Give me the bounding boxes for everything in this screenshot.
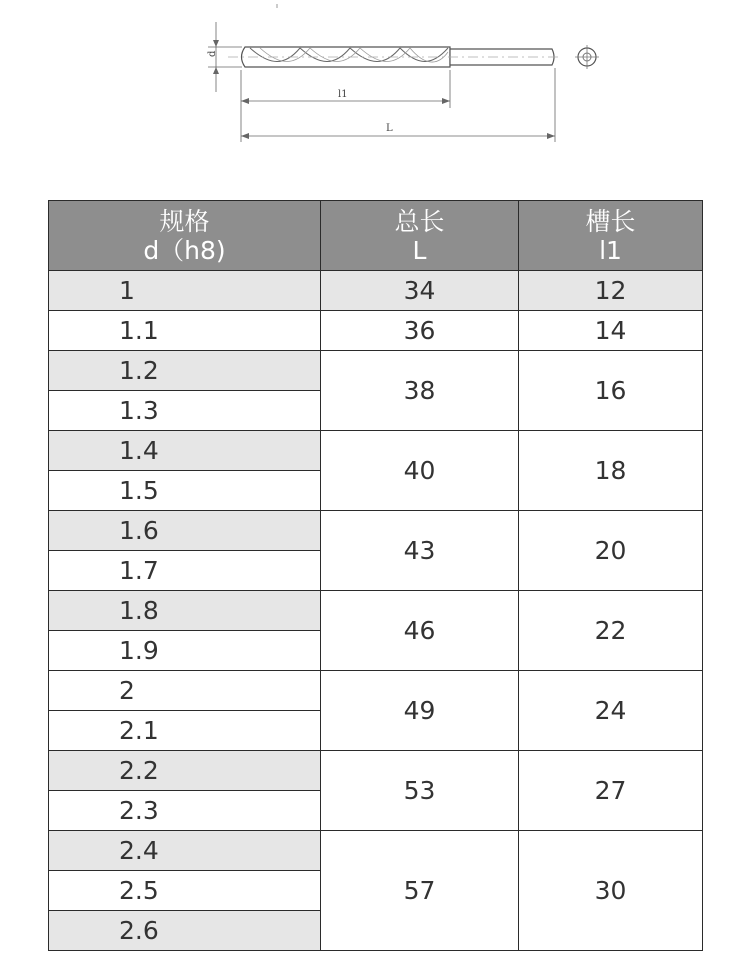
cell-flute-length: 24 — [519, 671, 703, 751]
cell-diameter: 2.5 — [49, 871, 321, 911]
cell-flute-length: 12 — [519, 271, 703, 311]
cell-total-length: 53 — [321, 751, 519, 831]
header-flute-length — [519, 201, 703, 271]
cell-flute-length: 20 — [519, 511, 703, 591]
cell-total-length: 43 — [321, 511, 519, 591]
drill-bit-outline — [228, 47, 560, 67]
label-l1: l1 — [338, 89, 348, 100]
table-row — [49, 671, 703, 711]
header-total-length-symbol: L — [412, 235, 427, 265]
cell-diameter: 1.4 — [49, 431, 321, 471]
table-header-row — [49, 201, 703, 271]
cell-total-length: 57 — [321, 831, 519, 951]
cell-total-length: 40 — [321, 431, 519, 511]
table-row — [49, 831, 703, 871]
cell-diameter: 1.5 — [49, 471, 321, 511]
drill-bit-diagram — [0, 0, 750, 160]
spec-table — [48, 200, 703, 951]
table-row — [49, 511, 703, 551]
cell-diameter: 2.6 — [49, 911, 321, 951]
header-diameter-title: 规格 — [159, 206, 210, 236]
cell-total-length: 36 — [321, 311, 519, 351]
header-flute-length-title: 槽长 — [585, 206, 636, 236]
cell-diameter: 1.8 — [49, 591, 321, 631]
cell-diameter: 2 — [49, 671, 321, 711]
cell-diameter: 1.1 — [49, 311, 321, 351]
dimension-L — [241, 68, 555, 142]
label-L: L — [386, 123, 393, 134]
cell-diameter: 2.4 — [49, 831, 321, 871]
cell-total-length: 46 — [321, 591, 519, 671]
header-diameter-symbol: d（h8) — [143, 235, 226, 265]
label-d: d — [207, 50, 218, 57]
header-total-length-title: 总长 — [394, 206, 445, 236]
table-row — [49, 351, 703, 391]
cell-diameter: 2.2 — [49, 751, 321, 791]
header-flute-length-symbol: l1 — [599, 235, 622, 265]
cell-flute-length: 30 — [519, 831, 703, 951]
cell-total-length: 49 — [321, 671, 519, 751]
cell-flute-length: 27 — [519, 751, 703, 831]
cell-diameter: 1.9 — [49, 631, 321, 671]
cell-diameter: 2.1 — [49, 711, 321, 751]
cell-diameter: 1.7 — [49, 551, 321, 591]
table-row — [49, 271, 703, 311]
drill-end-view — [575, 45, 599, 69]
cell-total-length: 34 — [321, 271, 519, 311]
table-row — [49, 311, 703, 351]
header-diameter — [49, 201, 321, 271]
cell-flute-length: 22 — [519, 591, 703, 671]
cell-diameter: 2.3 — [49, 791, 321, 831]
cell-flute-length: 14 — [519, 311, 703, 351]
table-row — [49, 751, 703, 791]
table-row — [49, 431, 703, 471]
cell-flute-length: 16 — [519, 351, 703, 431]
cell-diameter: 1.6 — [49, 511, 321, 551]
dimension-l1 — [241, 70, 450, 108]
cell-diameter: 1.3 — [49, 391, 321, 431]
table-row — [49, 591, 703, 631]
cell-flute-length: 18 — [519, 431, 703, 511]
cell-diameter: 1.2 — [49, 351, 321, 391]
cell-total-length: 38 — [321, 351, 519, 431]
header-total-length — [321, 201, 519, 271]
cell-diameter: 1 — [49, 271, 321, 311]
